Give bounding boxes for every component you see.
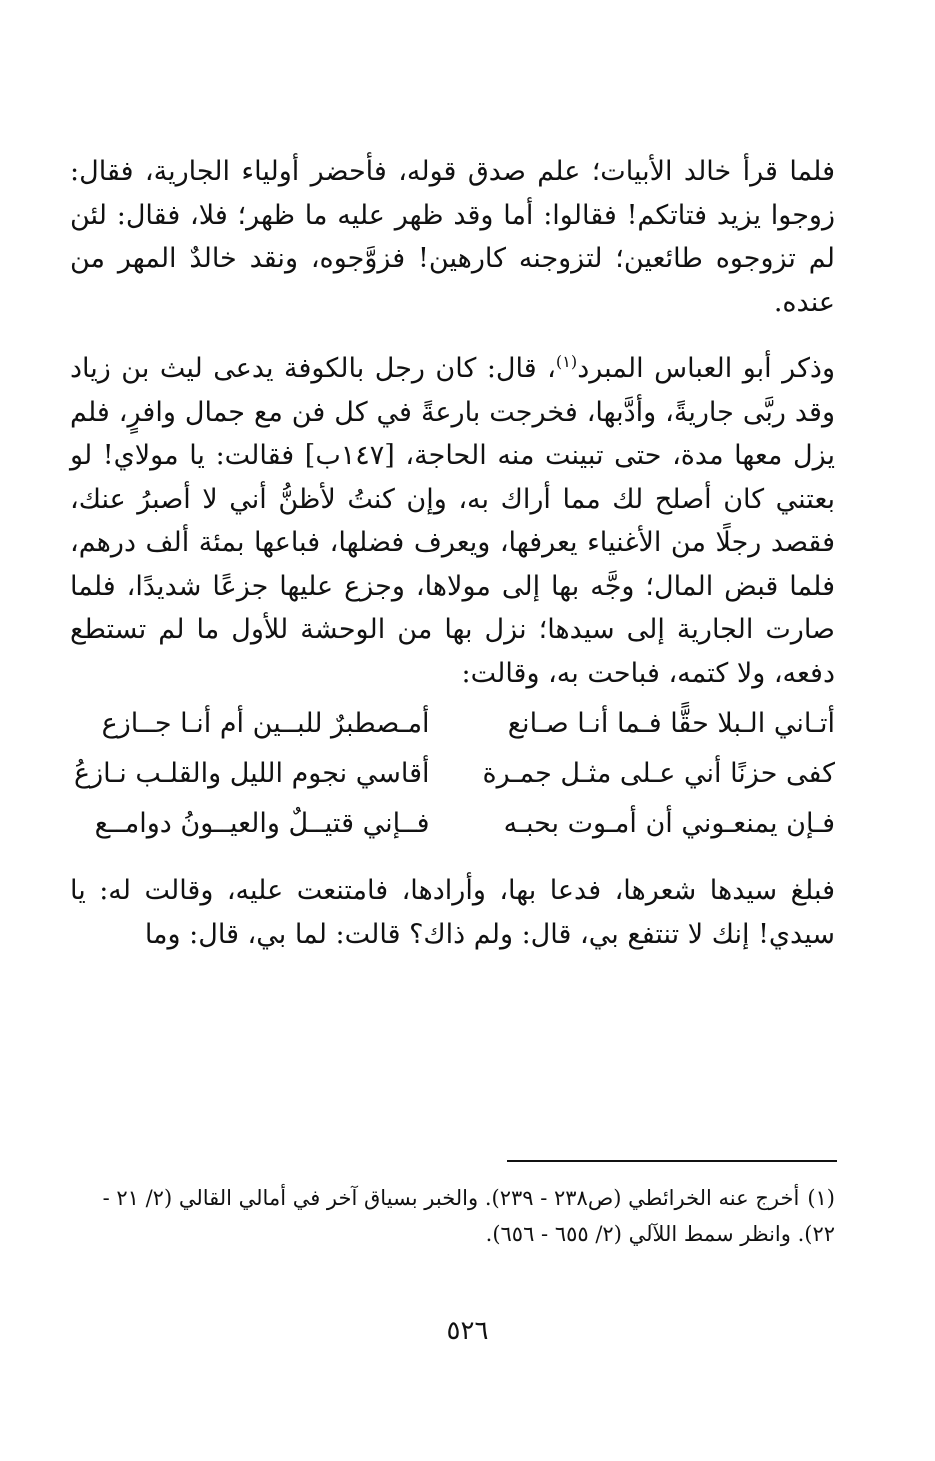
verse-second-hemistich: فــإني قتيــلٌ والعيــونُ دوامــع xyxy=(94,808,430,839)
verse-second-hemistich: أمـصطبرٌ للبــين أم أنـا جــازع xyxy=(101,708,430,739)
footnote xyxy=(70,1180,835,1252)
verse-first-hemistich: أتـاني الـبلا حقًّا فـما أنـا صـانع xyxy=(507,708,835,739)
footnote-reference[interactable]: (١) xyxy=(555,352,578,371)
story-opening: وذكر أبو العباس المبرد xyxy=(577,353,835,384)
main-text xyxy=(70,150,835,956)
poem-verse xyxy=(70,699,835,749)
poem-verse xyxy=(70,799,835,849)
paragraph-story xyxy=(70,347,835,695)
footnote-divider xyxy=(507,1160,837,1162)
poem xyxy=(70,699,835,849)
page-number: ٥٢٦ xyxy=(446,1316,489,1346)
verse-second-hemistich: أقاسي نجوم الليل والقلـب نـازعُ xyxy=(73,758,430,789)
paragraph-khalid: فلما قرأ خالد الأبيات؛ علم صدق قوله، فأحضر أولياء الجارية، فقال: زوجوا يزيد فتاتكم! فقالوا: أما وقد ظهر عليه ما ظهر؛ فلا، فقال: لئن لم تزوجوه طائعين؛ لتزوجنه كارهين! فزوَّجوه، ونقد خالدٌ المهر من عنده. xyxy=(70,156,835,318)
paragraph-after-poem: فبلغ سيدها شعرها، فدعا بها، وأرادها، فامتنعت عليه، وقالت له: يا سيدي! إنك لا تنتفع بي، قال: ولم ذاك؟ قالت: لما بي، قال: وما xyxy=(70,875,835,950)
footnote-text: أخرج عنه الخرائطي (ص٢٣٨ - ٢٣٩). والخبر بسياق آخر في أمالي القالي (٢/ ٢١ - ٢٢). وانظر سمط اللآلي (٢/ ٦٥٥ - ٦٥٦). xyxy=(102,1186,835,1246)
footnote-entry xyxy=(70,1180,835,1252)
poem-verse xyxy=(70,749,835,799)
verse-first-hemistich: كفى حزنًا أني عـلى مثـل جمـرة xyxy=(482,758,835,789)
verse-first-hemistich: فـإن يمنعـوني أن أمـوت بحبـه xyxy=(503,808,835,839)
footnote-number: (١) xyxy=(807,1186,835,1210)
story-body: ، قال: كان رجل بالكوفة يدعى ليث بن زياد وقد ربَّى جاريةً، وأدَّبها، فخرجت بارعةً في كل فن مع جمال وافرٍ، فلم يزل معها مدة، حتى تبينت منه الحاجة، [١٤٧ب] فقالت: يا مولاي! لو بعتني كان أصلح لك مما أراك به، وإن كنتُ لأظنُّ أني لا أصبرُ عنك، فقصد رجلًا من الأغنياء يعرفها، ويعرف فضلها، فباعها بمئة ألف درهم، فلما قبض المال؛ وجَّه بها إلى مولاها، وجزع عليها جزعًا شديدًا، فلما صارت الجارية إلى سيدها؛ نزل بها من الوحشة للأول ما لم تستطع دفعه، ولا كتمه، فباحت به، وقالت: xyxy=(70,353,835,689)
